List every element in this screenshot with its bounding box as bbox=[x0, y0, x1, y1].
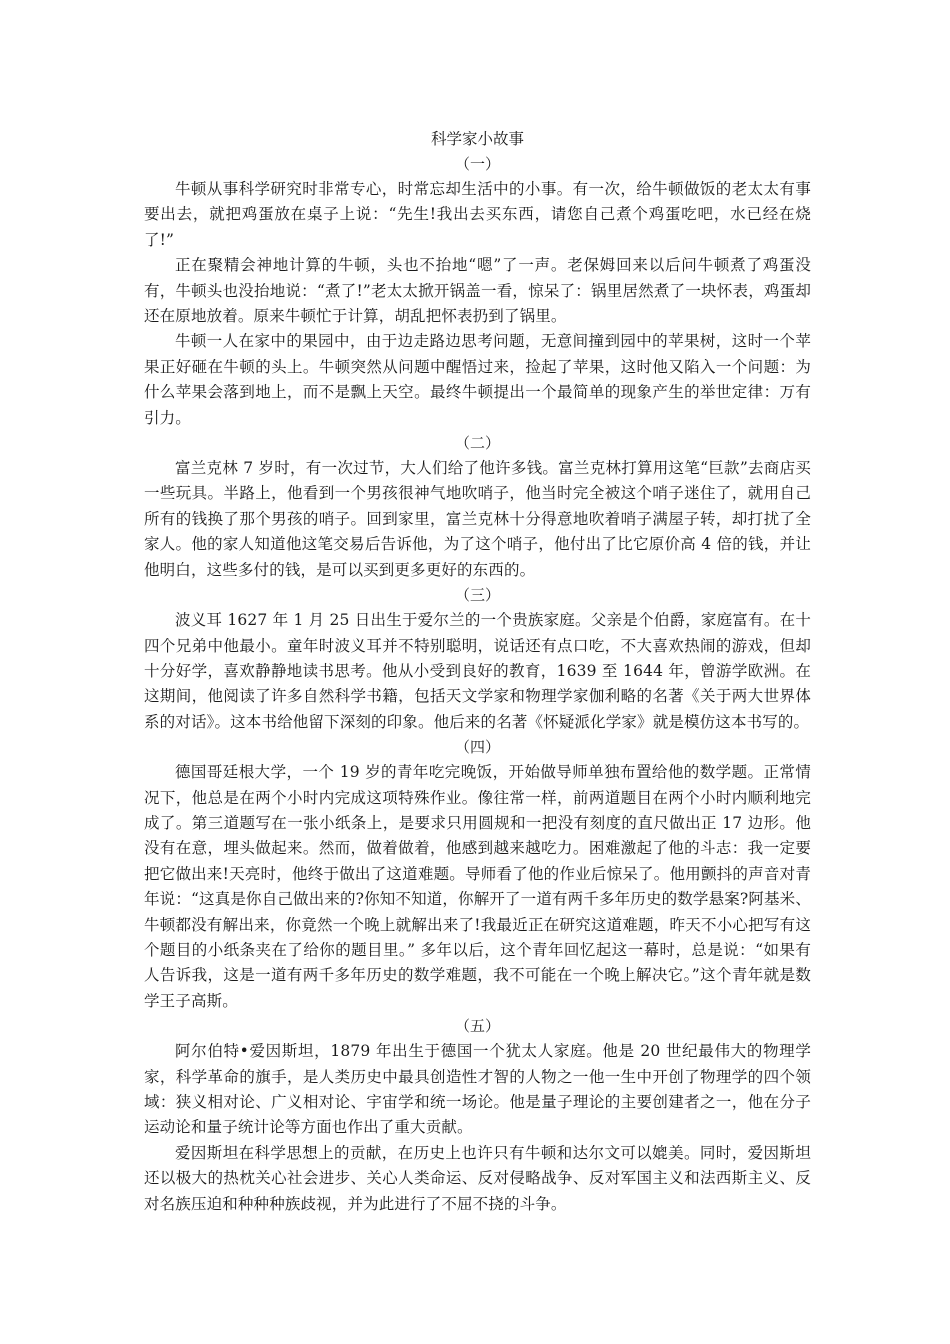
paragraph: 阿尔伯特•爱因斯坦，1879 年出生于德国一个犹太人家庭。他是 20 世纪最伟大的物理学家，科学革命的旗手，是人类历史中最具创造性才智的人物之一他一生中开创了物理学的四个领域：狭义相对论、广义相对论、宇宙学和统一场论。他是量子理论的主要创建者之一，他在分子运动论和量子统计论等方面也作出了重大贡献。 bbox=[144, 1042, 811, 1137]
section-5 bbox=[144, 1014, 811, 1217]
section-2 bbox=[144, 431, 811, 583]
paragraph: 富兰克林 7 岁时，有一次过节，大人们给了他许多钱。富兰克林打算用这笔“巨款”去商店买一些玩具。半路上，他看到一个男孩很神气地吹哨子，他当时完全被这个哨子迷住了，就用自己所有的钱换了那个男孩的哨子。回到家里，富兰克林十分得意地吹着哨子满屋子转，却打扰了全家人。他的家人知道他这笔交易后告诉他，为了这个哨子，他付出了比它原价高 4 倍的钱，并让他明白，这些多付的钱，是可以买到更多更好的东西的。 bbox=[144, 459, 811, 579]
section-3 bbox=[144, 583, 811, 735]
document-title: 科学家小故事 bbox=[430, 130, 524, 148]
paragraph: 波义耳 1627 年 1 月 25 日出生于爱尔兰的一个贵族家庭。父亲是个伯爵，家庭富有。在十四个兄弟中他最小。童年时波义耳并不特别聪明，说话还有点口吃，不大喜欢热闹的游戏，但却十分好学，喜欢静静地读书思考。他从小受到良好的教育，1639 至 1644 年，曾游学欧洲。在这期间，他阅读了许多自然科学书籍，包括天文学家和物理学家伽利略的名著《关于两大世界体系的对话》。这本书给他留下深刻的印象。他后来的名著《怀疑派化学家》就是模仿这本书写的。 bbox=[144, 611, 811, 731]
section-number: （三） bbox=[454, 586, 500, 605]
section-1 bbox=[144, 152, 811, 431]
section-number: （二） bbox=[454, 434, 500, 453]
section-number: （一） bbox=[454, 155, 500, 173]
section-4 bbox=[144, 735, 811, 1014]
paragraph: 牛顿从事科学研究时非常专心，时常忘却生活中的小事。有一次，给牛顿做饭的老太太有事要出去，就把鸡蛋放在桌子上说：“先生!我出去买东西，请您自己煮个鸡蛋吃吧，水已经在烧了!” bbox=[144, 180, 811, 249]
document-page bbox=[144, 127, 811, 1217]
paragraph: 正在聚精会神地计算的牛顿，头也不抬地“嗯”了一声。老保姆回来以后问牛顿煮了鸡蛋没有，牛顿头也没抬地说：“煮了!”老太太掀开锅盖一看，惊呆了：锅里居然煮了一块怀表，鸡蛋却还在原地放着。原来牛顿忙于计算，胡乱把怀表扔到了锅里。 bbox=[144, 256, 811, 326]
paragraph: 爱因斯坦在科学思想上的贡献，在历史上也许只有牛顿和达尔文可以媲美。同时，爱因斯坦还以极大的热枕关心社会进步、关心人类命运、反对侵略战争、反对军国主义和法西斯主义、反对名族压迫和种种种族歧视，并为此进行了不屈不挠的斗争。 bbox=[144, 1143, 811, 1213]
section-number: （五） bbox=[454, 1017, 500, 1036]
section-number: （四） bbox=[454, 738, 500, 757]
paragraph: 德国哥廷根大学，一个 19 岁的青年吃完晚饭，开始做导师单独布置给他的数学题。正常情况下，他总是在两个小时内完成这项特殊作业。像往常一样，前两道题目在两个小时内顺利地完成了。第三道题写在一张小纸条上，是要求只用圆规和一把没有刻度的直尺做出正 17 边形。他没有在意，埋头做起来。然而，做着做着，他感到越来越吃力。困难激起了他的斗志：我一定要把它做出来!天亮时，他终于做出了这道难题。导师看了他的作业后惊呆了。他用颤抖的声音对青年说：“这真是你自己做出来的?你知不知道，你解开了一道有两千多年历史的数学悬案?阿基米、牛顿都没有解出来，你竟然一个晚上就解出来了!我最近正在研究这道难题，昨天不小心把写有这个题目的小纸条夹在了给你的题目里。” 多年以后，这个青年回忆起这一幕时，总是说：“如果有人告诉我，这是一道有两千多年历史的数学难题，我不可能在一个晚上解决它。”这个青年就是数学王子高斯。 bbox=[144, 763, 811, 1010]
paragraph: 牛顿一人在家中的果园中，由于边走路边思考问题，无意间撞到园中的苹果树，这时一个苹果正好砸在牛顿的头上。牛顿突然从问题中醒悟过来，捡起了苹果，这时他又陷入一个问题：为什么苹果会落到地上，而不是飘上天空。最终牛顿提出一个最简单的现象产生的举世定律：万有引力。 bbox=[144, 332, 811, 427]
